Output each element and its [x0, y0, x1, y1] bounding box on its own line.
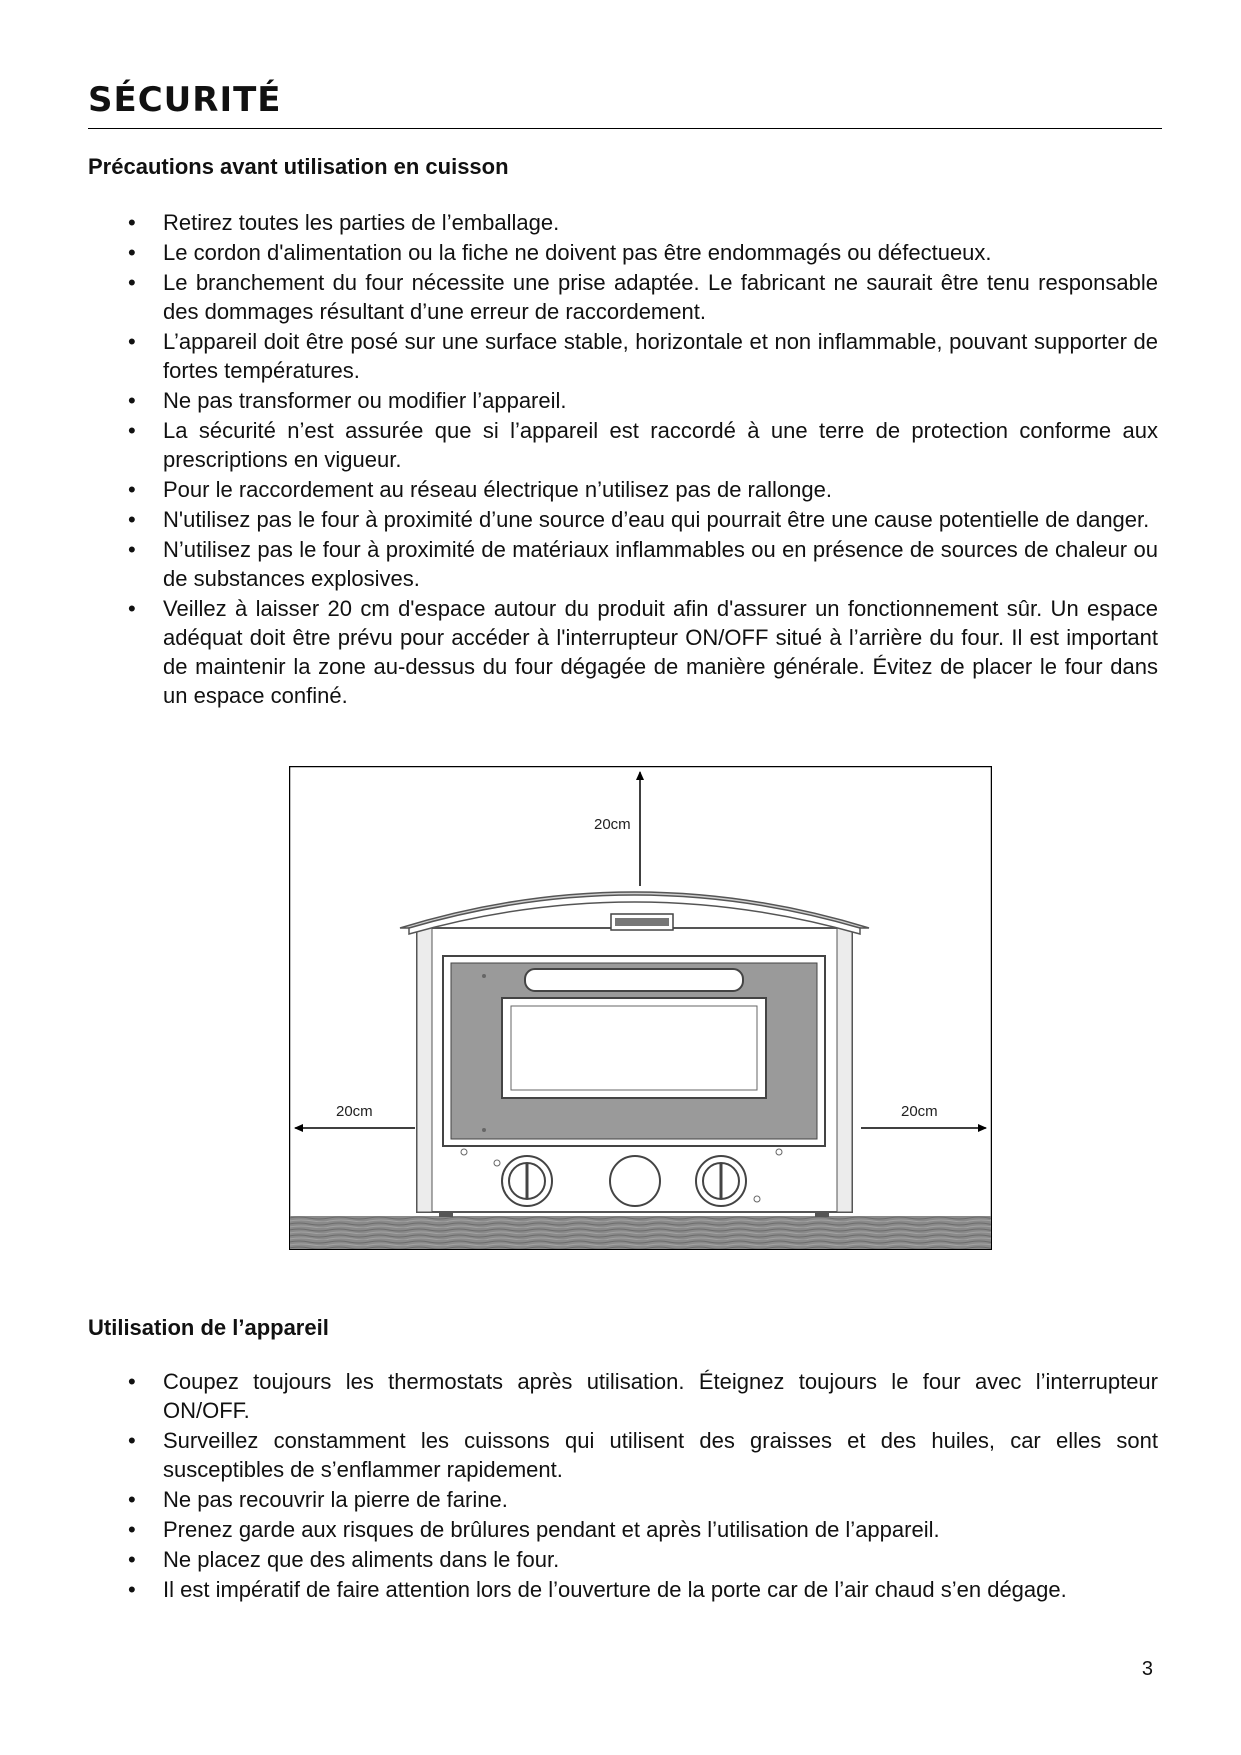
list-item: • Ne placez que des aliments dans le four. [125, 1545, 1158, 1574]
page-title: SÉCURITÉ [88, 80, 282, 120]
list-item: • L’appareil doit être posé sur une surface stable, horizontale et non inflammable, pouvant supporter de fortes températures. [125, 327, 1158, 385]
list-item: • Il est impératif de faire attention lors de l’ouverture de la porte car de l’air chaud s’en dégage. [125, 1575, 1158, 1604]
floor-surface [290, 1216, 991, 1249]
list-item: • N'utilisez pas le four à proximité d’une source d’eau qui pourrait être une cause potentielle de danger. [125, 505, 1158, 534]
left-clearance-label: 20cm [336, 1103, 373, 1120]
list-item: • Retirez toutes les parties de l’emballage. [125, 208, 1158, 237]
title-divider [88, 128, 1162, 129]
page-number: 3 [1141, 1658, 1153, 1680]
right-clearance-label: 20cm [901, 1103, 938, 1120]
list-item: • Ne pas recouvrir la pierre de farine. [125, 1485, 1158, 1514]
list-item: • Prenez garde aux risques de brûlures pendant et après l’utilisation de l’appareil. [125, 1515, 1158, 1544]
list-item: • Coupez toujours les thermostats après utilisation. Éteignez toujours le four avec l’interrupteur ON/OFF. [125, 1367, 1158, 1425]
list-item: • Ne pas transformer ou modifier l’appareil. [125, 386, 1158, 415]
precautions-list [125, 208, 1158, 711]
usage-heading: Utilisation de l’appareil [88, 1315, 329, 1340]
list-item: • Veillez à laisser 20 cm d'espace autour du produit afin d'assurer un fonctionnement sûr. Un espace adéquat doit être prévu pour accéder à l'interrupteur ON/OFF situé à l’arrière du four. Il est important de maintenir la zone au-dessus du four dégagée de manière générale. Évitez de placer le four dans un espace confiné. [125, 594, 1158, 710]
list-item: • Le branchement du four nécessite une prise adaptée. Le fabricant ne saurait être tenu responsable des dommages résultant d’une erreur de raccordement. [125, 268, 1158, 326]
list-item: • N’utilisez pas le four à proximité de matériaux inflammables ou en présence de sources de chaleur ou de substances explosives. [125, 535, 1158, 593]
oven-illustration [400, 892, 869, 1217]
list-item: • La sécurité n’est assurée que si l’appareil est raccordé à une terre de protection conforme aux prescriptions en vigueur. [125, 416, 1158, 474]
precautions-heading: Précautions avant utilisation en cuisson [88, 154, 509, 179]
top-clearance-label: 20cm [594, 816, 631, 833]
clearance-diagram [289, 766, 992, 1250]
usage-list [125, 1367, 1158, 1605]
list-item: • Le cordon d'alimentation ou la fiche ne doivent pas être endommagés ou défectueux. [125, 238, 1158, 267]
list-item: • Surveillez constamment les cuissons qui utilisent des graisses et des huiles, car elles sont susceptibles de s’enflammer rapidement. [125, 1426, 1158, 1484]
list-item: • Pour le raccordement au réseau électrique n’utilisez pas de rallonge. [125, 475, 1158, 504]
